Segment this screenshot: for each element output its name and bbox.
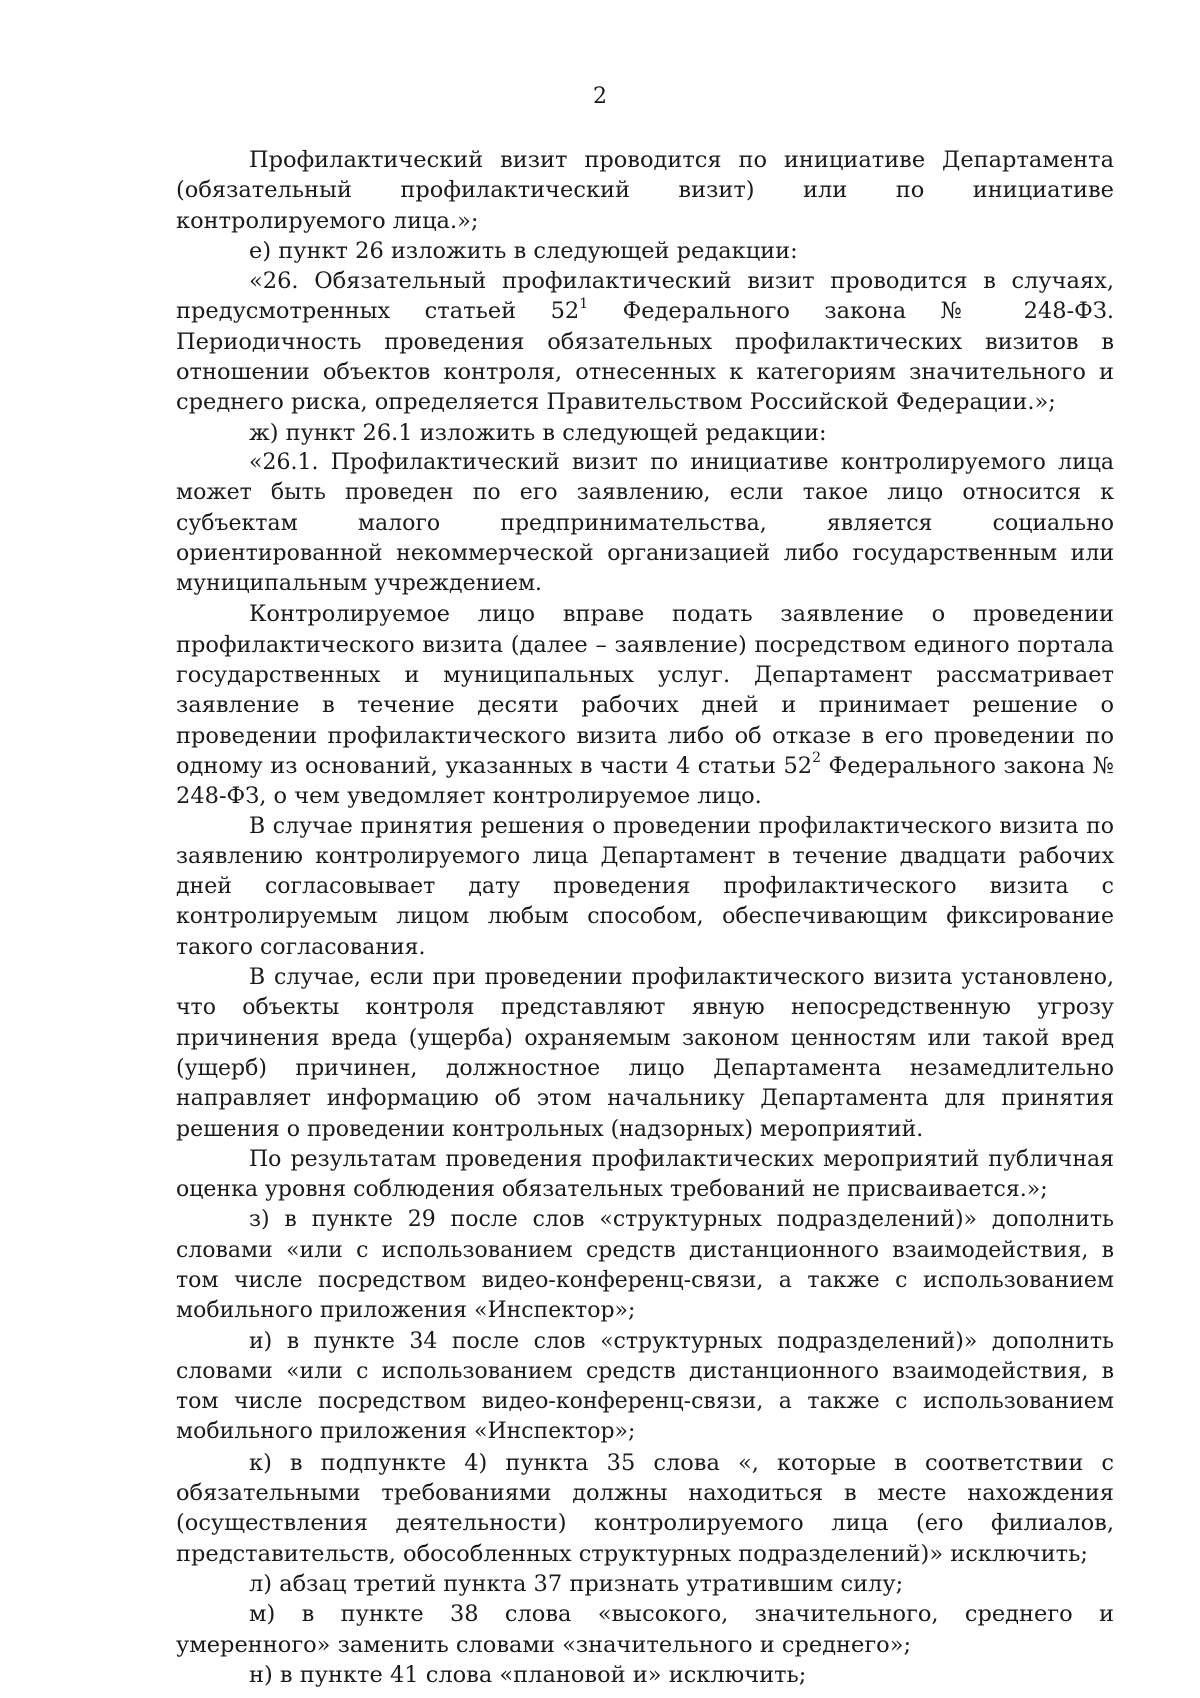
article-superscript-2: 2 <box>812 750 822 767</box>
point-26-text-end: Федерального закона № 248-ФЗ. Периодичность проведения обязательных профилактических визитов в отношении объектов контроля, отнесенных к категориям значительного и среднего риска, определяется Правительством Российской Федерации.»; <box>176 298 1114 416</box>
paragraph-item-zh: ж) пункт 26.1 изложить в следующей редакции: <box>249 419 827 446</box>
paragraph-item-k: к) в подпункте 4) пункта 35 слова «, которые в соответствии с обязательными требованиями должны находиться в месте нахождения (осуществления деятельности) контролируемого лица (его филиалов, представительств, обособленных структурных подразделений)» исключить; <box>176 1449 1114 1567</box>
article-superscript-1: 1 <box>579 295 589 312</box>
paragraph-application <box>176 599 1114 811</box>
paragraph-item-l: л) абзац третий пункта 37 признать утратившим силу; <box>249 1570 904 1597</box>
application-text-end: Федерального закона № 248-ФЗ, о чем уведомляет контролируемое лицо. <box>176 752 1114 810</box>
paragraph-date-agreement: В случае принятия решения о проведении профилактического визита по заявлению контролируемого лица Департамент в течение двадцати рабочих дней согласовывает дату проведения профилактического визита с контролируемым лицом любым способом, обеспечивающим фиксирование такого согласования. <box>176 813 1114 960</box>
paragraph-assessment: По результатам проведения профилактических мероприятий публичная оценка уровня соблюдения обязательных требований не присваивается.»; <box>176 1146 1114 1203</box>
paragraph-point-26-1: «26.1. Профилактический визит по инициативе контролируемого лица может быть проведен по его заявлению, если такое лицо относится к субъектам малого предпринимательства, является социально ориентированной некоммерческой организацией либо государственным или муниципальным учреждением. <box>176 449 1114 597</box>
paragraph-item-n: н) в пункте 41 слова «плановой и» исключить; <box>249 1661 807 1688</box>
paragraph-point-26 <box>176 266 1114 417</box>
point-26-text-start: «26. Обязательный профилактический визит проводится в случаях, предусмотренных статьей 52 <box>176 268 1114 325</box>
paragraph-item-z: з) в пункте 29 после слов «структурных подразделений)» дополнить словами «или с использованием средств дистанционного взаимодействия, в том числе посредством видео-конференц-связи, а также с использованием мобильного приложения «Инспектор»; <box>176 1207 1114 1324</box>
paragraph-item-m: м) в пункте 38 слова «высокого, значительного, среднего и умеренного» заменить словами «значительного и среднего»; <box>176 1601 1114 1658</box>
application-text-start: Контролируемое лицо вправе подать заявление о проведении профилактического визита (далее – заявление) посредством единого портала государственных и муниципальных услуг. Департамент рассматривает заявление в течение десяти рабочих дней и принимает решение о проведении профилактического визита либо об отказе в его проведении по одному из оснований, указанных в части 4 статьи 52 <box>176 601 1114 779</box>
document-body <box>176 145 1114 1690</box>
paragraph-visit-initiative: Профилактический визит проводится по инициативе Департамента (обязательный профилактический визит) или по инициативе контролируемого лица.»; <box>176 147 1114 234</box>
paragraph-item-i: и) в пункте 34 после слов «структурных подразделений)» дополнить словами «или с использованием средств дистанционного взаимодействия, в том числе посредством видео-конференц-связи, а также с использованием мобильного приложения «Инспектор»; <box>176 1328 1114 1445</box>
paragraph-threat: В случае, если при проведении профилактического визита установлено, что объекты контроля представляют явную непосредственную угрозу причинения вреда (ущерба) охраняемым законом ценностям или такой вред (ущерб) причинен, должностное лицо Департамента незамедлительно направляет информацию об этом начальнику Департамента для принятия решения о проведении контрольных (надзорных) мероприятий. <box>176 965 1114 1142</box>
paragraph-item-e: е) пункт 26 изложить в следующей редакции: <box>249 237 798 264</box>
page-number: 2 <box>593 84 607 109</box>
